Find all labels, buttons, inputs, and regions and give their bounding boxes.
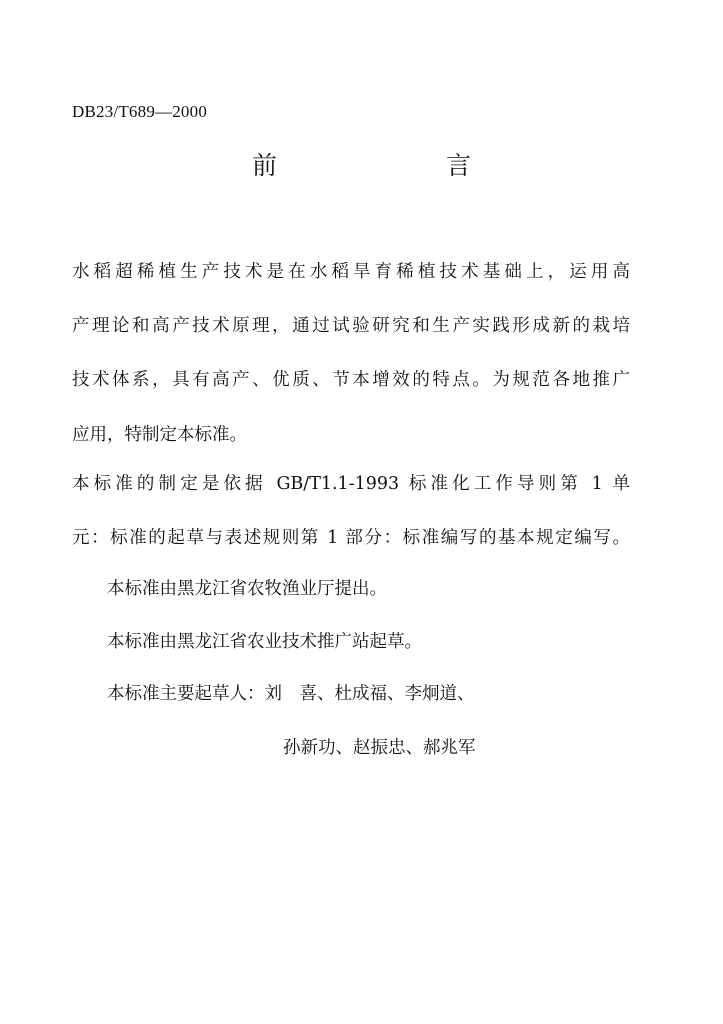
standard-code: DB23/T689—2000 [72,102,208,121]
drafters-line-1: 本标准主要起草人：刘 喜、杜成福、李炯道、 [107,684,475,704]
paragraph-1-line-4: 应用，特制定本标准。 [72,425,247,445]
drafters-line-2: 孙新功、赵振忠、郝兆军 [283,738,476,758]
paragraph-1-line-1: 水稻超稀植生产技术是在水稻旱育稀植技术基础上，运用高 [72,262,630,282]
paragraph-2-line-1: 本标准的制定是依据 GB/T1.1-1993 标准化工作导则第 1 单 [72,474,630,494]
paragraph-1-line-3: 技术体系，具有高产、优质、节本增效的特点。为规范各地推广 [72,370,630,390]
paragraph-2-line-2: 元：标准的起草与表述规则第 1 部分：标准编写的基本规定编写。 [72,528,630,548]
paragraph-3: 本标准由黑龙江省农牧渔业厅提出。 [107,579,387,599]
page-title: 前 言 [251,151,543,180]
paragraph-4: 本标准由黑龙江省农业技术推广站起草。 [107,632,422,652]
paragraph-1-line-2: 产理论和高产技术原理，通过试验研究和生产实践形成新的栽培 [72,316,630,336]
